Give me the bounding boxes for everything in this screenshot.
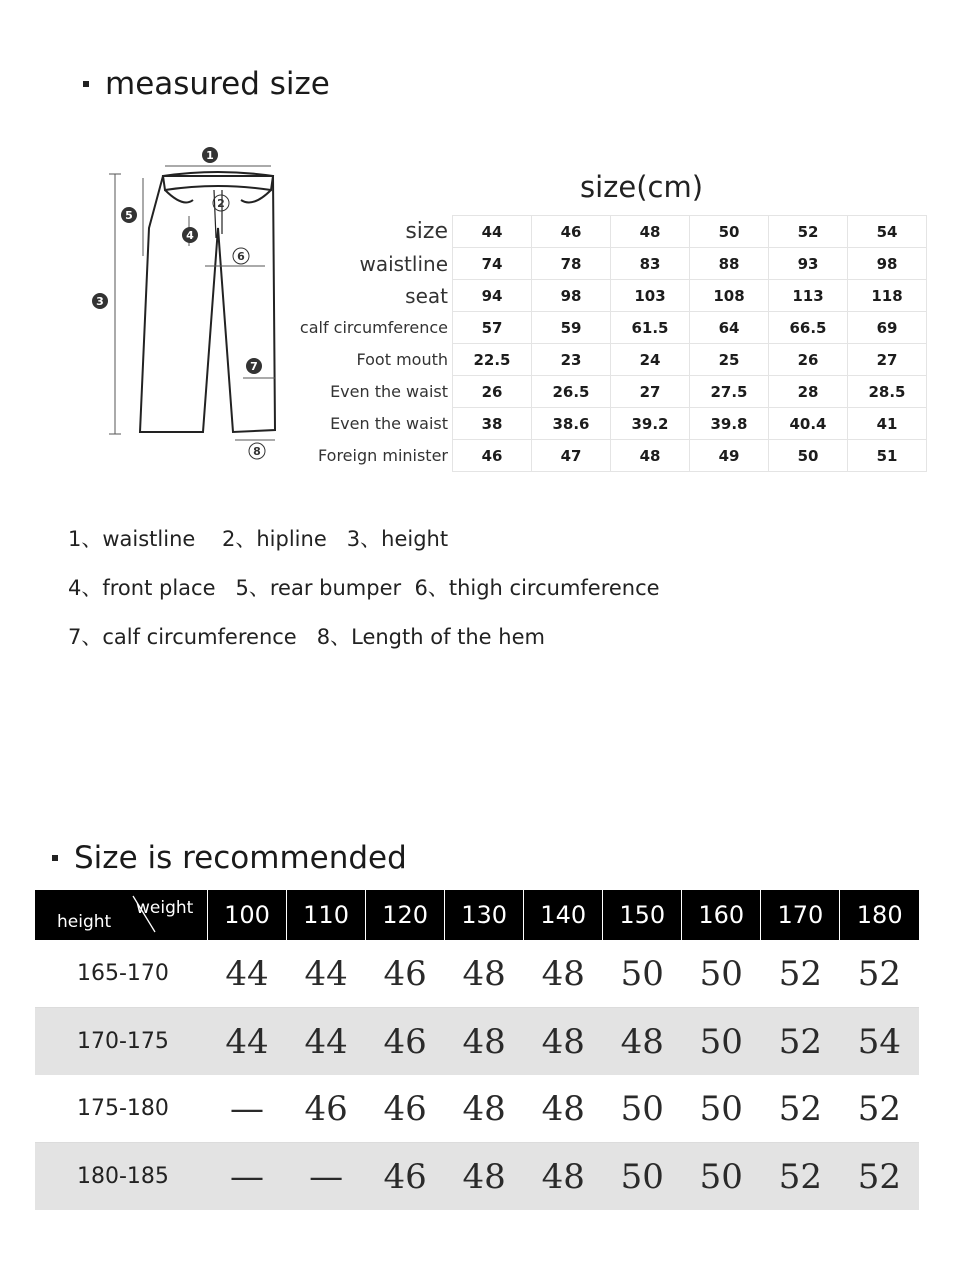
size-cell: 46 [366, 1075, 445, 1143]
pants-outline [140, 172, 275, 432]
marker-5 [121, 207, 137, 223]
table-cell: 98 [848, 248, 927, 280]
size-cell: 48 [524, 1008, 603, 1076]
table-cell: 49 [690, 440, 769, 472]
size-cell: — [208, 1143, 287, 1211]
size-cell: 44 [208, 1008, 287, 1076]
table-cell: 61.5 [611, 312, 690, 344]
table-cell: 47 [532, 440, 611, 472]
table-cell: 64 [690, 312, 769, 344]
size-cell: 44 [208, 940, 287, 1008]
marker-3 [92, 293, 108, 309]
marker-1 [202, 147, 218, 163]
size-cell: 48 [445, 1075, 524, 1143]
table-row [285, 312, 927, 344]
weight-header: 150 [603, 890, 682, 940]
table-cell: 22.5 [453, 344, 532, 376]
svg-text:4: 4 [186, 229, 194, 242]
table-cell: 48 [611, 216, 690, 248]
corner-header [35, 890, 208, 940]
table-cell: 24 [611, 344, 690, 376]
table-cell: 66.5 [769, 312, 848, 344]
table-cell: 57 [453, 312, 532, 344]
table-cell: 54 [848, 216, 927, 248]
table-cell: 50 [769, 440, 848, 472]
bullet-icon [52, 855, 58, 861]
table-cell: 23 [532, 344, 611, 376]
table-cell: 94 [453, 280, 532, 312]
size-cell: 52 [761, 1075, 840, 1143]
table-row [285, 408, 927, 440]
table-cell: 26 [453, 376, 532, 408]
size-cell: 50 [682, 1075, 761, 1143]
table-cell: 52 [769, 216, 848, 248]
row-label: Foot mouth [356, 350, 448, 369]
table-cell: 78 [532, 248, 611, 280]
pants-diagram [85, 138, 295, 468]
table-row [35, 1008, 919, 1076]
table-cell: 108 [690, 280, 769, 312]
table-cell: 28.5 [848, 376, 927, 408]
size-cell: 46 [366, 1008, 445, 1076]
header-row [35, 890, 919, 940]
svg-text:2: 2 [217, 197, 225, 210]
measure-lines [109, 166, 275, 440]
size-cell: 50 [603, 940, 682, 1008]
marker-2 [213, 195, 229, 211]
size-cell: 48 [603, 1008, 682, 1076]
height-label: 175-180 [35, 1075, 208, 1143]
table-row [285, 344, 927, 376]
table-row [285, 216, 927, 248]
table-row [285, 376, 927, 408]
weight-header: 100 [208, 890, 287, 940]
size-cell: 52 [840, 940, 919, 1008]
row-label: waistline [359, 251, 448, 276]
size-cell: 44 [287, 940, 366, 1008]
corner-weight-label: weight [136, 898, 194, 918]
size-cell: 52 [761, 1143, 840, 1211]
table-cell: 27.5 [690, 376, 769, 408]
legend-line-1: 1、waistline 2、hipline 3、height [68, 527, 449, 551]
table-cell: 98 [532, 280, 611, 312]
row-label: Even the waist [330, 414, 448, 433]
table-cell: 39.8 [690, 408, 769, 440]
marker-6 [233, 248, 249, 264]
table-cell: 46 [532, 216, 611, 248]
table-cell: 74 [453, 248, 532, 280]
measured-size-title-text: measured size [105, 66, 330, 102]
size-cell: 46 [366, 940, 445, 1008]
measurement-table [285, 215, 927, 472]
size-cell: 48 [524, 1143, 603, 1211]
height-label: 170-175 [35, 1008, 208, 1076]
table-cell: 88 [690, 248, 769, 280]
table-cell: 44 [453, 216, 532, 248]
table-cell: 51 [848, 440, 927, 472]
row-label: seat [405, 283, 448, 308]
row-label: Foreign minister [318, 446, 448, 465]
size-cell: 48 [445, 1008, 524, 1076]
weight-header: 180 [840, 890, 919, 940]
table-cell: 103 [611, 280, 690, 312]
size-cell: 50 [682, 1143, 761, 1211]
table-cell: 27 [611, 376, 690, 408]
size-cell: 46 [287, 1075, 366, 1143]
marker-7 [246, 358, 262, 374]
row-label: Even the waist [330, 382, 448, 401]
table-cell: 93 [769, 248, 848, 280]
marker-8 [249, 443, 265, 459]
size-cell: 48 [524, 940, 603, 1008]
size-cell: — [287, 1143, 366, 1211]
weight-header: 170 [761, 890, 840, 940]
marker-4 [182, 227, 198, 243]
table-cell: 46 [453, 440, 532, 472]
table-cell: 38.6 [532, 408, 611, 440]
table-cell: 59 [532, 312, 611, 344]
svg-text:8: 8 [253, 445, 261, 458]
table-cell: 50 [690, 216, 769, 248]
table-cell: 113 [769, 280, 848, 312]
row-label: size [405, 219, 448, 244]
weight-header: 120 [366, 890, 445, 940]
size-cell: 52 [761, 1008, 840, 1076]
weight-header: 130 [445, 890, 524, 940]
height-label: 180-185 [35, 1143, 208, 1211]
size-cell: — [208, 1075, 287, 1143]
table-row [285, 248, 927, 280]
height-label: 165-170 [35, 940, 208, 1008]
unit-heading: size(cm) [580, 170, 704, 204]
svg-text:6: 6 [237, 250, 245, 263]
bullet-icon [83, 81, 89, 87]
weight-header: 160 [682, 890, 761, 940]
legend-line-2: 4、front place 5、rear bumper 6、thigh circumference [68, 576, 660, 600]
legend-line-3: 7、calf circumference 8、Length of the hem [68, 625, 545, 649]
size-recommended-title-text: Size is recommended [74, 840, 407, 876]
size-cell: 50 [603, 1075, 682, 1143]
svg-text:3: 3 [96, 295, 104, 308]
svg-text:5: 5 [125, 209, 133, 222]
table-cell: 40.4 [769, 408, 848, 440]
size-cell: 52 [761, 940, 840, 1008]
weight-header: 140 [524, 890, 603, 940]
table-cell: 38 [453, 408, 532, 440]
table-row [285, 280, 927, 312]
table-cell: 25 [690, 344, 769, 376]
table-cell: 41 [848, 408, 927, 440]
table-cell: 28 [769, 376, 848, 408]
size-recommendation-table [35, 890, 919, 1210]
weight-header: 110 [287, 890, 366, 940]
table-cell: 39.2 [611, 408, 690, 440]
measured-size-title [83, 66, 330, 102]
size-cell: 52 [840, 1075, 919, 1143]
table-cell: 48 [611, 440, 690, 472]
size-cell: 54 [840, 1008, 919, 1076]
table-row [35, 1075, 919, 1143]
size-cell: 44 [287, 1008, 366, 1076]
table-cell: 26.5 [532, 376, 611, 408]
table-row [35, 1143, 919, 1211]
svg-text:1: 1 [206, 149, 214, 162]
table-cell: 26 [769, 344, 848, 376]
size-cell: 48 [445, 1143, 524, 1211]
table-row [285, 440, 927, 472]
corner-height-label: height [57, 912, 112, 932]
size-cell: 48 [524, 1075, 603, 1143]
table-row [35, 940, 919, 1008]
svg-text:7: 7 [250, 360, 258, 373]
size-cell: 50 [603, 1143, 682, 1211]
size-recommended-title [52, 840, 407, 876]
size-cell: 46 [366, 1143, 445, 1211]
size-cell: 52 [840, 1143, 919, 1211]
table-cell: 27 [848, 344, 927, 376]
size-cell: 50 [682, 1008, 761, 1076]
size-cell: 50 [682, 940, 761, 1008]
row-label: calf circumference [299, 318, 448, 337]
table-cell: 69 [848, 312, 927, 344]
size-cell: 48 [445, 940, 524, 1008]
table-cell: 118 [848, 280, 927, 312]
table-cell: 83 [611, 248, 690, 280]
